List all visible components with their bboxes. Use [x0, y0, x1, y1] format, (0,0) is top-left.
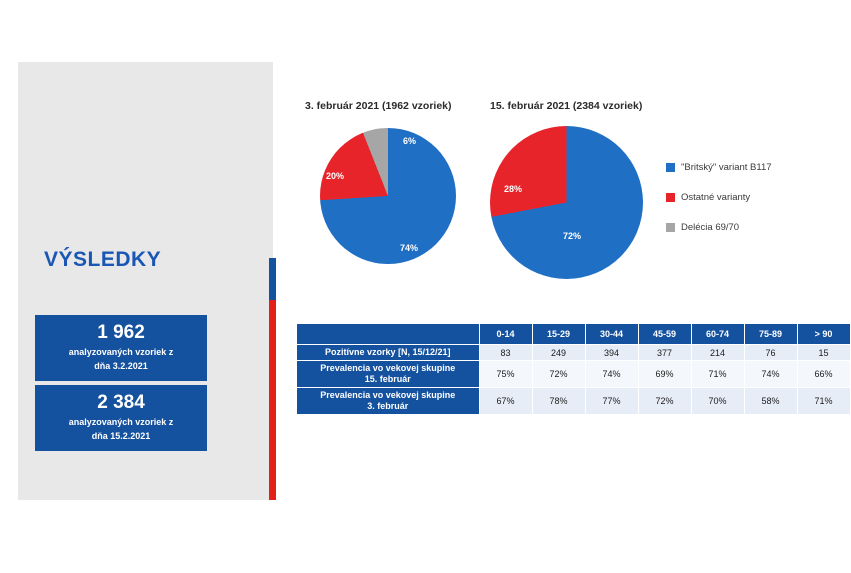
table-cell: 394 [585, 345, 638, 361]
stat-caption-line2: dňa 15.2.2021 [91, 431, 151, 441]
table-cell: 72% [532, 361, 585, 388]
legend-swatch-red-icon [666, 193, 675, 202]
row-header-line1: Prevalencia vo vekovej skupine [320, 390, 456, 400]
legend-item-deletion [666, 222, 772, 233]
table-corner-cell [297, 324, 480, 345]
panel-accent-red [269, 300, 276, 500]
table-cell: 74% [585, 361, 638, 388]
table-header-row [297, 324, 851, 345]
table-row-header-positive-samples: Pozitívne vzorky [N, 15/12/21] [297, 345, 480, 361]
stat-number: 2 384 [97, 392, 145, 413]
stat-card-3-february [35, 315, 207, 381]
pie2-slice-label-blue: 72% [563, 231, 582, 241]
table-cell: 66% [797, 361, 850, 388]
age-group-table [296, 323, 851, 415]
table-header [297, 324, 851, 345]
table-cell: 77% [585, 388, 638, 415]
table-cell: 15 [797, 345, 850, 361]
pie-chart-15-february [490, 126, 643, 279]
legend-swatch-grey-icon [666, 223, 675, 232]
table-cell: 70% [691, 388, 744, 415]
row-header-line2: 3. február [367, 401, 409, 411]
stat-card-15-february [35, 385, 207, 451]
legend-label: Delécia 69/70 [681, 222, 740, 233]
legend-item-other-variants [666, 192, 772, 203]
table-cell: 71% [691, 361, 744, 388]
stat-caption-line1: analyzovaných vzoriek z [68, 347, 174, 357]
pie1-slice-label-grey: 6% [403, 136, 417, 146]
table-body [297, 345, 851, 415]
table-row [297, 388, 851, 415]
table-cell: 71% [797, 388, 850, 415]
table-row [297, 345, 851, 361]
table-cell: 214 [691, 345, 744, 361]
table-row-header-prevalence-15-february [297, 361, 480, 388]
chart-legend [666, 162, 772, 252]
chart-title-15-february: 15. február 2021 (2384 vzoriek) [490, 100, 643, 112]
table-col-header-75-89: 75-89 [744, 324, 797, 345]
pie1-slice-label-red: 20% [326, 171, 345, 181]
page-title: VÝSLEDKY [44, 248, 162, 271]
stat-caption-line1: analyzovaných vzoriek z [68, 417, 174, 427]
table-cell: 83 [479, 345, 532, 361]
table-row-header-prevalence-3-february [297, 388, 480, 415]
table-col-header-60-74: 60-74 [691, 324, 744, 345]
pie2-slice-label-red: 28% [504, 184, 523, 194]
table-cell: 76 [744, 345, 797, 361]
legend-item-british-variant [666, 162, 772, 173]
table-cell: 75% [479, 361, 532, 388]
table-cell: 69% [638, 361, 691, 388]
table-col-header-15-29: 15-29 [532, 324, 585, 345]
table-col-header-0-14: 0-14 [479, 324, 532, 345]
stat-number: 1 962 [97, 322, 145, 343]
table-col-header-30-44: 30-44 [585, 324, 638, 345]
table-col-header-90-plus: > 90 [797, 324, 850, 345]
table-cell: 72% [638, 388, 691, 415]
row-header-line2: 15. február [364, 374, 411, 384]
table-cell: 377 [638, 345, 691, 361]
table-cell: 67% [479, 388, 532, 415]
table-col-header-45-59: 45-59 [638, 324, 691, 345]
legend-swatch-blue-icon [666, 163, 675, 172]
table-cell: 249 [532, 345, 585, 361]
table-cell: 74% [744, 361, 797, 388]
table-cell: 78% [532, 388, 585, 415]
chart-title-3-february: 3. február 2021 (1962 vzoriek) [305, 100, 452, 112]
pie1-slice-label-blue: 74% [400, 243, 419, 253]
legend-label: "Britský" variant B117 [681, 162, 772, 173]
table-cell: 58% [744, 388, 797, 415]
panel-accent-blue [269, 258, 276, 300]
legend-label: Ostatné varianty [681, 192, 751, 203]
pie-chart-3-february [320, 128, 456, 264]
table-row [297, 361, 851, 388]
row-header-line1: Prevalencia vo vekovej skupine [320, 363, 456, 373]
stat-caption-line2: dňa 3.2.2021 [94, 361, 148, 371]
